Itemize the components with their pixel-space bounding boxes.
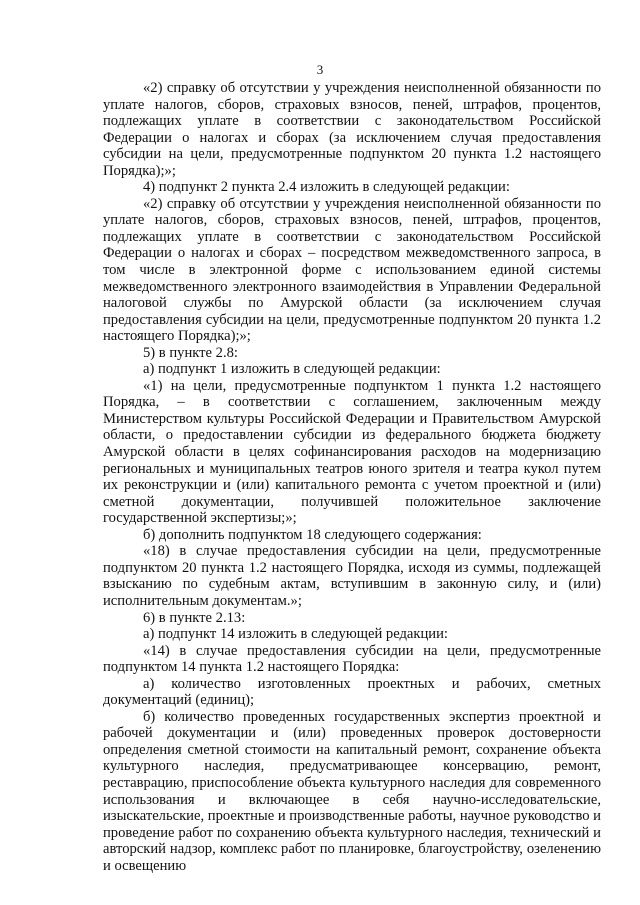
paragraph-5: а) подпункт 1 изложить в следующей редакции: — [143, 361, 441, 378]
paragraph-2: 4) подпункт 2 пункта 2.4 изложить в следующей редакции: — [143, 179, 510, 196]
paragraph-13: б) количество проведенных государственных экспертиз проектной и рабочей документации и (или) проведенных проверок достоверности определения сметной стоимости на капитальный ремонт, сохранение объекта культурного наследия, предусматривающее консервацию, ремонт, реставрацию, приспособление объекта культурного наследия для современного использования и включающее в себя научно-исследовательские, изыскательские, проектные и производственные работы, научное руководство и проведение работ по сохранению объекта культурного наследия, технический и авторский надзор, комплекс работ по планировке, благоустройству, озеленению и освещению — [103, 708, 601, 874]
paragraph-9: 6) в пункте 2.13: — [143, 609, 246, 626]
paragraph-8: «18) в случае предоставления субсидии на цели, предусмотренные подпунктом 20 пункта 1.2 настоящего Порядка, исходя из суммы, подлежащей взысканию по судебным актам, вступившим в законную силу, и (или) исполнительным документам.»; — [103, 543, 601, 609]
paragraph-11: «14) в случае предоставления субсидии на цели, предусмотренные подпунктом 14 пункта 1.2 настоящего Порядка: — [103, 642, 601, 676]
paragraph-1: «2) справку об отсутствии у учреждения неисполненной обязанности по уплате налогов, сборов, страховых взносов, пеней, штрафов, процентов, подлежащих уплате в соответствии с законодательством Российской Федерации о налогах и сборах (за исключением случая предоставления субсидии на цели, предусмотренные подпунктом 20 пункта 1.2 настоящего Порядка);»; — [103, 80, 601, 179]
paragraph-4: 5) в пункте 2.8: — [143, 344, 238, 361]
paragraph-12: а) количество изготовленных проектных и рабочих, сметных документаций (единиц); — [103, 675, 601, 709]
paragraph-10: а) подпункт 14 изложить в следующей редакции: — [143, 626, 448, 643]
page-number: 3 — [316, 62, 324, 77]
paragraph-6: «1) на цели, предусмотренные подпунктом 1 пункта 1.2 настоящего Порядка, – в соответствии с соглашением, заключенным между Министерством культуры Российской Федерации и Правительством Амурской области, о предоставлении субсидии из федерального бюджета бюджету Амурской области в целях софинансирования расходов на модернизацию региональных и муниципальных театров юного зрителя и театра кукол путем их реконструкции и (или) капитального ремонта с учетом проектной и (или) сметной документации, получившей положительное заключение государственной экспертизы;»; — [103, 377, 601, 527]
document-body — [103, 80, 601, 874]
paragraph-3: «2) справку об отсутствии у учреждения неисполненной обязанности по уплате налогов, сборов, страховых взносов, пеней, штрафов, процентов, подлежащих уплате в соответствии с законодательством Российской Федерации о налогах и сборах – посредством межведомственного запроса, в том числе в электронной форме с использованием единой системы межведомственного электронного взаимодействия в Управлении Федеральной налоговой службы по Амурской области (за исключением случая предоставления субсидии на цели, предусмотренные подпунктом 20 пункта 1.2 настоящего Порядка);»; — [103, 195, 601, 345]
paragraph-7: б) дополнить подпунктом 18 следующего содержания: — [143, 526, 482, 543]
